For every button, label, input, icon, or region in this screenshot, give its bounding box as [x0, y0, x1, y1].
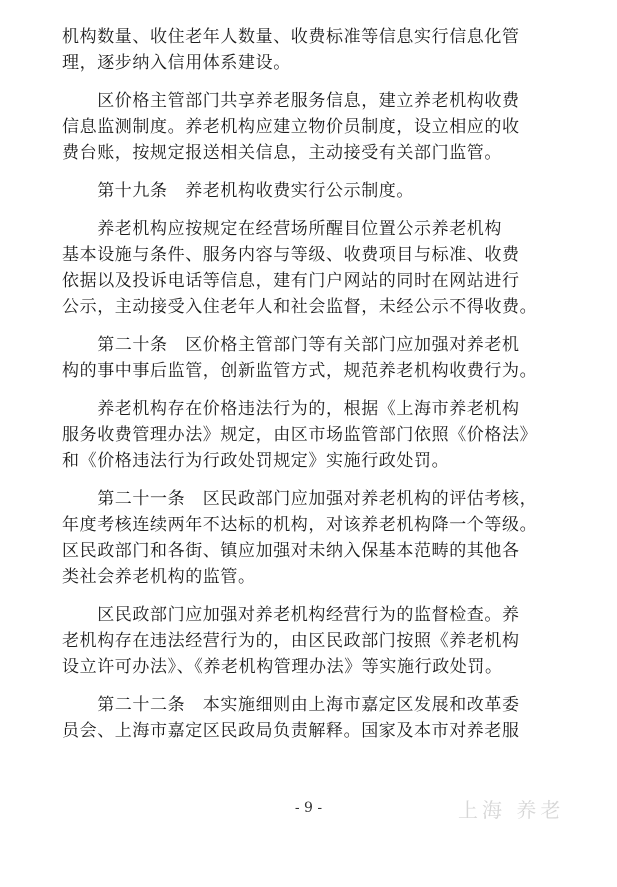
text-line: 员会、上海市嘉定区民政局负责解释。国家及本市对养老服	[62, 721, 520, 741]
text-line: 信息监测制度。养老机构应建立物价员制度，设立相应的收	[62, 117, 520, 137]
text-line: 机构数量、收住老年人数量、收费标准等信息实行信息化管	[62, 27, 520, 47]
text-line: 依据以及投诉电话等信息，建有门户网站的同时在网站进行	[62, 271, 520, 291]
text-line: 设立许可办法》、《养老机构管理办法》等实施行政处罚。	[62, 657, 503, 677]
article-heading: 第二十二条 本实施细则由上海市嘉定区发展和改革委	[62, 695, 520, 715]
text-line: 区价格主管部门共享养老服务信息，建立养老机构收费	[62, 91, 520, 111]
text-line: 老机构存在违法经营行为的，由区民政部门按照《养老机构	[62, 631, 520, 651]
page-number: - 9 -	[294, 800, 323, 816]
text-line: 理，逐步纳入信用体系建设。	[62, 53, 291, 73]
text-line: 年度考核连续两年不达标的机构，对该养老机构降一个等级。	[62, 515, 538, 535]
watermark: 上海 养老	[458, 798, 565, 822]
text-line: 基本设施与条件、服务内容与等级、收费项目与标准、收费	[62, 245, 520, 265]
article-heading: 第二十一条 区民政部门应加强对养老机构的评估考核，	[62, 489, 538, 509]
text-line: 区民政部门和各街、镇应加强对未纳入保基本范畴的其他各	[62, 541, 520, 561]
text-line: 公示，主动接受入住老年人和社会监督，未经公示不得收费。	[62, 297, 538, 317]
article-heading: 第十九条 养老机构收费实行公示制度。	[62, 181, 414, 201]
article-heading: 第二十条 区价格主管部门等有关部门应加强对养老机	[62, 335, 520, 355]
text-line: 养老机构存在价格违法行为的，根据《上海市养老机构	[62, 399, 520, 419]
text-line: 养老机构应按规定在经营场所醒目位置公示养老机构	[62, 219, 502, 239]
text-line: 区民政部门应加强对养老机构经营行为的监督检查。养	[62, 605, 520, 625]
text-line: 和《价格违法行为行政处罚规定》实施行政处罚。	[62, 451, 450, 471]
text-line: 费台账，按规定报送相关信息，主动接受有关部门监管。	[62, 143, 502, 163]
text-line: 类社会养老机构的监管。	[62, 567, 256, 587]
document-body	[62, 24, 562, 744]
text-line: 服务收费管理办法》规定，由区市场监管部门依照《价格法》	[62, 425, 538, 445]
text-line: 构的事中事后监管，创新监管方式，规范养老机构收费行为。	[62, 361, 538, 381]
